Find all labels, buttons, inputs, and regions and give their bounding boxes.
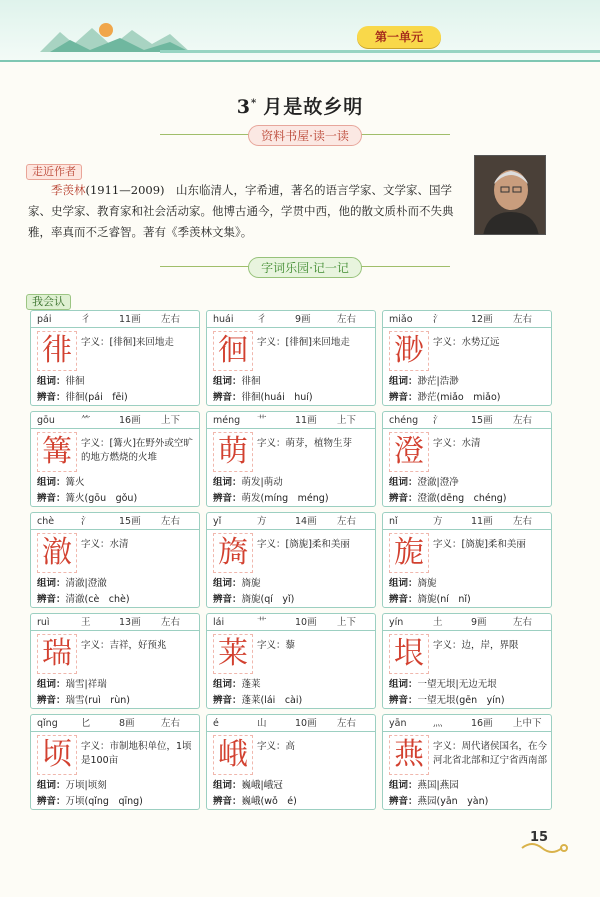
character-card: [206, 613, 376, 709]
card-words-label: 组词：: [213, 376, 242, 387]
character-card: [30, 411, 200, 507]
card-pronunciation: [37, 793, 195, 807]
card-pronunciation: [389, 389, 547, 403]
card-words: [389, 777, 547, 791]
card-words-value: 徘徊: [65, 376, 85, 387]
card-structure: 上下: [161, 415, 181, 426]
words-section-header: [180, 256, 430, 278]
author-name: 季羡林: [51, 183, 86, 197]
card-structure: 左右: [337, 516, 357, 527]
card-words-label: 组词：: [389, 780, 418, 791]
card-header: [383, 614, 551, 631]
card-pronunciation: [389, 793, 547, 807]
card-strokes: 14画: [295, 516, 317, 527]
card-structure: 左右: [513, 516, 533, 527]
card-radical: 方: [433, 516, 443, 527]
card-meaning: 字义：[旖旎]柔和美丽: [257, 539, 350, 550]
recognize-tag: 我会认: [26, 294, 71, 310]
top-banner: [0, 0, 600, 62]
card-words-label: 组词：: [213, 780, 242, 791]
banner-stripe: [160, 50, 600, 53]
card-meaning: 字义：吉祥，好预兆: [81, 640, 167, 651]
card-words-value: 清澈|澄澈: [65, 578, 107, 589]
card-words: [213, 777, 371, 791]
card-words-value: 燕国|燕园: [417, 780, 459, 791]
card-pronunciation-value: 燕园(yān yàn): [417, 796, 489, 807]
card-pinyin: é: [213, 718, 219, 729]
card-words-value: 蓬莱: [241, 679, 261, 690]
card-strokes: 15画: [471, 415, 493, 426]
card-radical: 艹: [257, 415, 267, 426]
card-meaning: 字义：萌芽，植物生芽: [257, 438, 353, 449]
card-pronunciation-label: 辨音：: [37, 493, 66, 504]
card-words: [37, 676, 195, 690]
card-meaning: 字义：水清: [81, 539, 129, 550]
lesson-name: 月是故乡明: [263, 96, 364, 118]
card-words: [389, 373, 547, 387]
card-pronunciation-label: 辨音：: [213, 695, 242, 706]
card-words: [37, 474, 195, 488]
card-structure: 左右: [337, 718, 357, 729]
card-pinyin: chéng: [389, 415, 419, 426]
card-words-label: 组词：: [213, 679, 242, 690]
card-pronunciation: [213, 591, 371, 605]
card-pinyin: gōu: [37, 415, 55, 426]
card-character: 篝: [37, 432, 77, 472]
card-strokes: 11画: [471, 516, 493, 527]
card-meaning: 字义：边，岸，界限: [433, 640, 519, 651]
card-character: 垠: [389, 634, 429, 674]
lesson-title: [0, 92, 600, 119]
card-strokes: 8画: [119, 718, 135, 729]
card-pinyin: méng: [213, 415, 241, 426]
card-header: [383, 513, 551, 530]
character-card: [382, 411, 552, 507]
reading-section-label: 资料书屋·读一读: [248, 125, 362, 146]
lesson-number: 3: [236, 96, 251, 118]
card-words: [37, 373, 195, 387]
card-strokes: 13画: [119, 617, 141, 628]
card-words-label: 组词：: [213, 477, 242, 488]
card-words: [213, 474, 371, 488]
card-structure: 左右: [161, 314, 181, 325]
card-pronunciation: [213, 389, 371, 403]
card-words-value: 澄澈|澄净: [417, 477, 459, 488]
card-pronunciation: [37, 490, 195, 504]
card-strokes: 9画: [471, 617, 487, 628]
card-radical: 氵: [433, 314, 443, 325]
card-radical: 艹: [257, 617, 267, 628]
card-pinyin: yǐ: [213, 516, 222, 527]
card-character: 澈: [37, 533, 77, 573]
card-words-value: 万顷|顷刻: [65, 780, 107, 791]
card-meaning: 字义：藜: [257, 640, 296, 651]
card-pronunciation: [213, 793, 371, 807]
card-pronunciation-value: 萌发(míng méng): [241, 493, 329, 504]
card-words: [389, 474, 547, 488]
card-words-label: 组词：: [213, 578, 242, 589]
card-pinyin: miǎo: [389, 314, 413, 325]
card-pronunciation-label: 辨音：: [389, 796, 418, 807]
card-pronunciation-label: 辨音：: [37, 392, 66, 403]
card-words-value: 萌发|萌动: [241, 477, 283, 488]
card-pronunciation-label: 辨音：: [213, 594, 242, 605]
card-words-value: 旖旎: [241, 578, 261, 589]
card-structure: 左右: [513, 415, 533, 426]
card-character: 徊: [213, 331, 253, 371]
character-card: [206, 714, 376, 810]
card-pinyin: yín: [389, 617, 404, 628]
card-pronunciation: [213, 490, 371, 504]
lesson-mark: *: [250, 97, 258, 109]
card-words: [213, 373, 371, 387]
mountain-decoration-icon: [40, 20, 190, 52]
card-words-label: 组词：: [389, 679, 418, 690]
card-pronunciation-label: 辨音：: [37, 695, 66, 706]
character-card: [382, 613, 552, 709]
character-card: [30, 310, 200, 406]
card-pronunciation-value: 旖旎(qí yǐ): [241, 594, 295, 605]
card-pinyin: pái: [37, 314, 52, 325]
card-meaning: 字义：[徘徊]来回地走: [81, 337, 174, 348]
card-character: 萌: [213, 432, 253, 472]
card-pinyin: chè: [37, 516, 55, 527]
card-radical: 彳: [257, 314, 267, 325]
card-radical: 氵: [433, 415, 443, 426]
card-words-label: 组词：: [37, 780, 66, 791]
character-card: [382, 714, 552, 810]
card-header: [31, 715, 199, 732]
card-pinyin: nǐ: [389, 516, 398, 527]
card-pronunciation-value: 篝火(gōu gǒu): [65, 493, 138, 504]
card-pronunciation-value: 巍峨(wǒ é): [241, 796, 297, 807]
author-bio-text: (1911—2009) 山东临清人，字希逋，著名的语言学家、文学家、国学家、史学家、教育家和社会活动家。他博古通今，学贯中西，他的散文质朴而不失典雅，率真而不乏睿智。著有《季羡林文集》。: [28, 183, 454, 239]
card-structure: 左右: [161, 617, 181, 628]
unit-label: 第一单元: [357, 26, 441, 48]
card-structure: 左右: [513, 314, 533, 325]
card-pronunciation-value: 一望无垠(gēn yín): [417, 695, 505, 706]
character-card: [206, 411, 376, 507]
card-header: [383, 311, 551, 328]
character-card: [206, 512, 376, 608]
card-header: [31, 412, 199, 429]
author-tag: 走近作者: [26, 164, 82, 180]
card-strokes: 10画: [295, 718, 317, 729]
card-structure: 左右: [161, 718, 181, 729]
card-pronunciation-label: 辨音：: [389, 695, 418, 706]
card-header: [383, 715, 551, 732]
card-character: 徘: [37, 331, 77, 371]
card-character: 旖: [213, 533, 253, 573]
character-card: [30, 512, 200, 608]
card-words: [389, 676, 547, 690]
card-radical: 土: [433, 617, 443, 628]
card-words-label: 组词：: [389, 477, 418, 488]
card-meaning: 字义：水清: [433, 438, 481, 449]
card-words: [213, 575, 371, 589]
card-structure: 上下: [337, 415, 357, 426]
card-meaning: 字义：高: [257, 741, 296, 752]
card-structure: 左右: [161, 516, 181, 527]
card-radical: ⺮: [81, 415, 91, 426]
page-swirl-icon: [520, 838, 570, 858]
card-strokes: 15画: [119, 516, 141, 527]
card-radical: 匕: [81, 718, 91, 729]
card-meaning: 字义：周代诸侯国名，在今河北省北部和辽宁省西南部: [433, 741, 548, 766]
card-words-label: 组词：: [37, 477, 66, 488]
card-radical: 灬: [433, 718, 443, 729]
card-pinyin: qǐng: [37, 718, 58, 729]
card-words: [37, 575, 195, 589]
card-character: 莱: [213, 634, 253, 674]
card-header: [207, 412, 375, 429]
card-header: [207, 715, 375, 732]
card-pronunciation-value: 清澈(cè chè): [65, 594, 130, 605]
card-pronunciation-value: 渺茫(miǎo miǎo): [417, 392, 501, 403]
card-character: 燕: [389, 735, 429, 775]
card-character: 澄: [389, 432, 429, 472]
author-bio: [28, 180, 468, 243]
card-pronunciation-value: 徘徊(pái fēi): [65, 392, 128, 403]
card-pronunciation: [37, 692, 195, 706]
card-pronunciation-label: 辨音：: [213, 796, 242, 807]
card-words-value: 徘徊: [241, 376, 261, 387]
card-header: [207, 614, 375, 631]
card-pronunciation: [389, 692, 547, 706]
card-structure: 左右: [513, 617, 533, 628]
card-structure: 上中下: [513, 718, 542, 729]
card-strokes: 16画: [471, 718, 493, 729]
card-header: [207, 311, 375, 328]
card-pronunciation: [389, 490, 547, 504]
reading-section-header: [180, 124, 430, 146]
card-words-value: 一望无垠|无边无垠: [417, 679, 497, 690]
card-pronunciation: [389, 591, 547, 605]
card-header: [207, 513, 375, 530]
card-words-label: 组词：: [37, 376, 66, 387]
card-words-label: 组词：: [389, 376, 418, 387]
card-pronunciation-value: 蓬莱(lái cài): [241, 695, 303, 706]
card-radical: 彳: [81, 314, 91, 325]
card-character: 峨: [213, 735, 253, 775]
card-words: [213, 676, 371, 690]
card-radical: 王: [81, 617, 91, 628]
character-card: [30, 613, 200, 709]
card-meaning: 字义：[旖旎]柔和美丽: [433, 539, 526, 550]
card-pronunciation-label: 辨音：: [213, 392, 242, 403]
card-words-label: 组词：: [37, 679, 66, 690]
card-pinyin: huái: [213, 314, 234, 325]
card-radical: 氵: [81, 516, 91, 527]
card-words-value: 旖旎: [417, 578, 437, 589]
character-card: [30, 714, 200, 810]
character-card: [382, 310, 552, 406]
card-pronunciation-label: 辨音：: [37, 594, 66, 605]
card-character: 瑞: [37, 634, 77, 674]
card-pronunciation: [37, 389, 195, 403]
card-pinyin: ruì: [37, 617, 50, 628]
card-words-value: 巍峨|峨冠: [241, 780, 283, 791]
card-strokes: 11画: [295, 415, 317, 426]
card-radical: 山: [257, 718, 267, 729]
card-words-value: 篝火: [65, 477, 85, 488]
card-pronunciation: [37, 591, 195, 605]
card-pronunciation-label: 辨音：: [389, 594, 418, 605]
card-pronunciation: [213, 692, 371, 706]
card-header: [31, 311, 199, 328]
card-character: 旎: [389, 533, 429, 573]
card-strokes: 11画: [119, 314, 141, 325]
card-words-label: 组词：: [389, 578, 418, 589]
card-character: 顷: [37, 735, 77, 775]
card-pronunciation-value: 万顷(qǐng qīng): [65, 796, 143, 807]
card-meaning: 字义：市制地积单位，1顷是100亩: [81, 741, 192, 766]
card-radical: 方: [257, 516, 267, 527]
card-pronunciation-label: 辨音：: [213, 493, 242, 504]
page-number: 15: [530, 830, 549, 845]
card-header: [383, 412, 551, 429]
words-section-label: 字词乐园·记一记: [248, 257, 362, 278]
character-card: [382, 512, 552, 608]
card-words-value: 瑞雪|祥瑞: [65, 679, 107, 690]
card-words-value: 渺茫|浩渺: [417, 376, 459, 387]
card-pronunciation-label: 辨音：: [389, 493, 418, 504]
card-meaning: 字义：[篝火]在野外或空旷的地方燃烧的火堆: [81, 438, 193, 463]
card-character: 渺: [389, 331, 429, 371]
card-header: [31, 513, 199, 530]
card-words: [37, 777, 195, 791]
author-portrait: [474, 155, 546, 235]
card-meaning: 字义：水势辽远: [433, 337, 500, 348]
card-pronunciation-value: 旖旎(ní nǐ): [417, 594, 471, 605]
card-strokes: 16画: [119, 415, 141, 426]
card-pronunciation-value: 瑞雪(ruì rùn): [65, 695, 130, 706]
card-pronunciation-value: 徘徊(huái huí): [241, 392, 313, 403]
character-card: [206, 310, 376, 406]
card-pinyin: lái: [213, 617, 225, 628]
card-structure: 左右: [337, 314, 357, 325]
card-words: [389, 575, 547, 589]
card-strokes: 9画: [295, 314, 311, 325]
card-meaning: 字义：[徘徊]来回地走: [257, 337, 350, 348]
card-pronunciation-label: 辨音：: [37, 796, 66, 807]
card-strokes: 10画: [295, 617, 317, 628]
card-header: [31, 614, 199, 631]
card-structure: 上下: [337, 617, 357, 628]
card-pronunciation-value: 澄澈(dēng chéng): [417, 493, 507, 504]
card-words-label: 组词：: [37, 578, 66, 589]
card-strokes: 12画: [471, 314, 493, 325]
card-pronunciation-label: 辨音：: [389, 392, 418, 403]
card-pinyin: yān: [389, 718, 407, 729]
